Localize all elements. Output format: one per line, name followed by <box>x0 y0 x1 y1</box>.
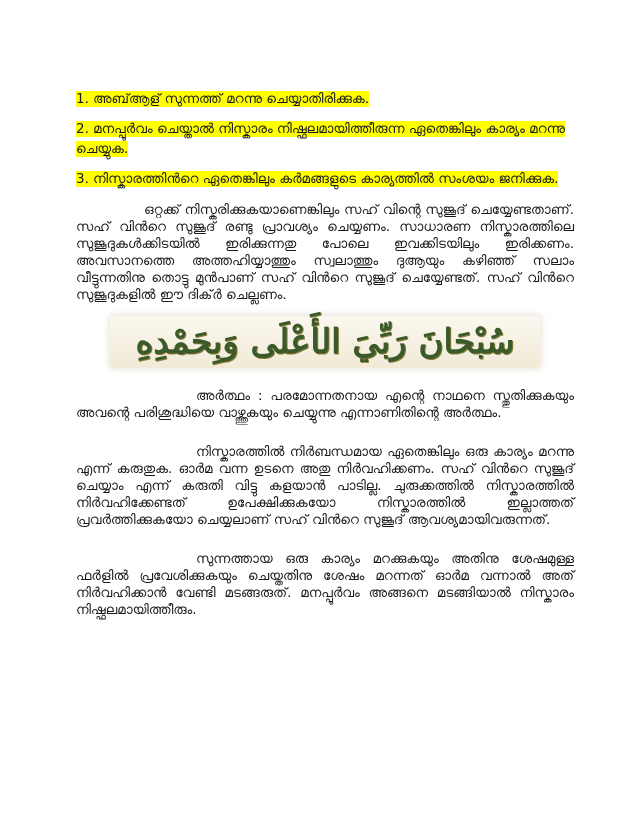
highlight-text-1: 1. അബ്ആള് സുന്നത്ത് മറന്നു ചെയ്യാതിരിക്കുക. <box>76 91 370 107</box>
highlight-item-1 <box>76 88 574 108</box>
highlight-text-2: 2. മനപ്പൂർവം ചെയ്താൽ നിസ്കാരം നിഷ്ഫലമായിത്തീരുന്ന ഏതെങ്കിലും കാര്യം മറന്നു ചെയ്യുക. <box>76 121 565 157</box>
sunnah-paragraph: സുന്നത്തായ ഒരു കാര്യം മറക്കുകയും അതിനു ശേഷമുള്ള ഫർളിൽ പ്രവേശിക്കുകയും ചെയ്തതിനു ശേഷം മറന്നത് ഓർമ വന്നാൽ അത് നിർവഹിക്കാൻ വേണ്ടി മടങ്ങരുത്. മനപ്പൂർവം അങ്ങനെ മടങ്ങിയാൽ നിസ്കാരം നിഷ്ഫലമായിത്തീരും. <box>76 551 574 618</box>
calligraphy-banner <box>76 316 574 368</box>
calligraphy-image <box>110 316 541 368</box>
highlight-item-3 <box>76 168 574 188</box>
highlight-item-2 <box>76 118 574 158</box>
intro-paragraph: ഒറ്റക്ക് നിസ്കരിക്കുകയാണെങ്കിലും സഹ് വിന്റെ സുജൂദ് ചെയ്യേണ്ടതാണ്. സഹ് വിൻറെ സുജൂദ് രണ്ടു പ്രാവശ്യം ചെയ്യണം. സാധാരണ നിസ്കാരത്തിലെ സുജൂദുകൾക്കിടയിൽ ഇരിക്കുന്നതു പോലെ ഇവക്കിടയിലും ഇരിക്കണം. അവസാനത്തെ അത്തഹിയ്യാത്തും സ്വലാത്തും ദുആയും കഴിഞ്ഞ് സലാം വീട്ടുന്നതിനു തൊട്ടു മുൻപാണ് സഹ് വിൻറെ സുജൂദ് ചെയ്യേണ്ടത്. സഹ് വിൻറെ സുജൂദുകളിൽ ഈ ദിക്ർ ചെല്ലണം. <box>76 202 574 303</box>
forgotten-paragraph: നിസ്കാരത്തിൽ നിർബന്ധമായ ഏതെങ്കിലും ഒരു കാര്യം മറന്നു എന്ന് കരുതുക. ഓർമ വന്ന ഉടനെ അതു നിർവഹിക്കണം. സഹ് വിൻറെ സുജൂദ് ചെയ്യാം എന്ന് കരുതി വിട്ടു കളയാൻ പാടില്ല. ചുരുക്കത്തിൽ നിസ്കാരത്തിൽ നിർവഹിക്കേണ്ടത് ഉപേക്ഷിക്കുകയോ നിസ്കാരത്തിൽ ഇല്ലാത്തത് പ്രവർത്തിക്കുകയോ ചെയ്യലാണ് സഹ് വിൻറെ സുജൂദ് ആവശ്യമായിവരുന്നത്. <box>76 444 574 528</box>
calligraphy-text: سُبْحَانَ رَبِّيَ الأَعْلَى وَبِحَمْدِهِ <box>135 322 515 362</box>
meaning-paragraph: അർത്ഥം : പരമോന്നതനായ എന്റെ നാഥനെ സ്തുതിക്കുകയും അവന്റെ പരിശുദ്ധിയെ വാഴ്ത്തുകയും ചെയ്യുന്നു എന്നാണിതിന്റെ അർത്ഥം. <box>76 388 574 421</box>
highlight-text-3: 3. നിസ്കാരത്തിൻറെ ഏതെങ്കിലും കർമങ്ങളുടെ കാര്യത്തിൽ സംശയം ജനിക്കുക. <box>76 171 559 187</box>
